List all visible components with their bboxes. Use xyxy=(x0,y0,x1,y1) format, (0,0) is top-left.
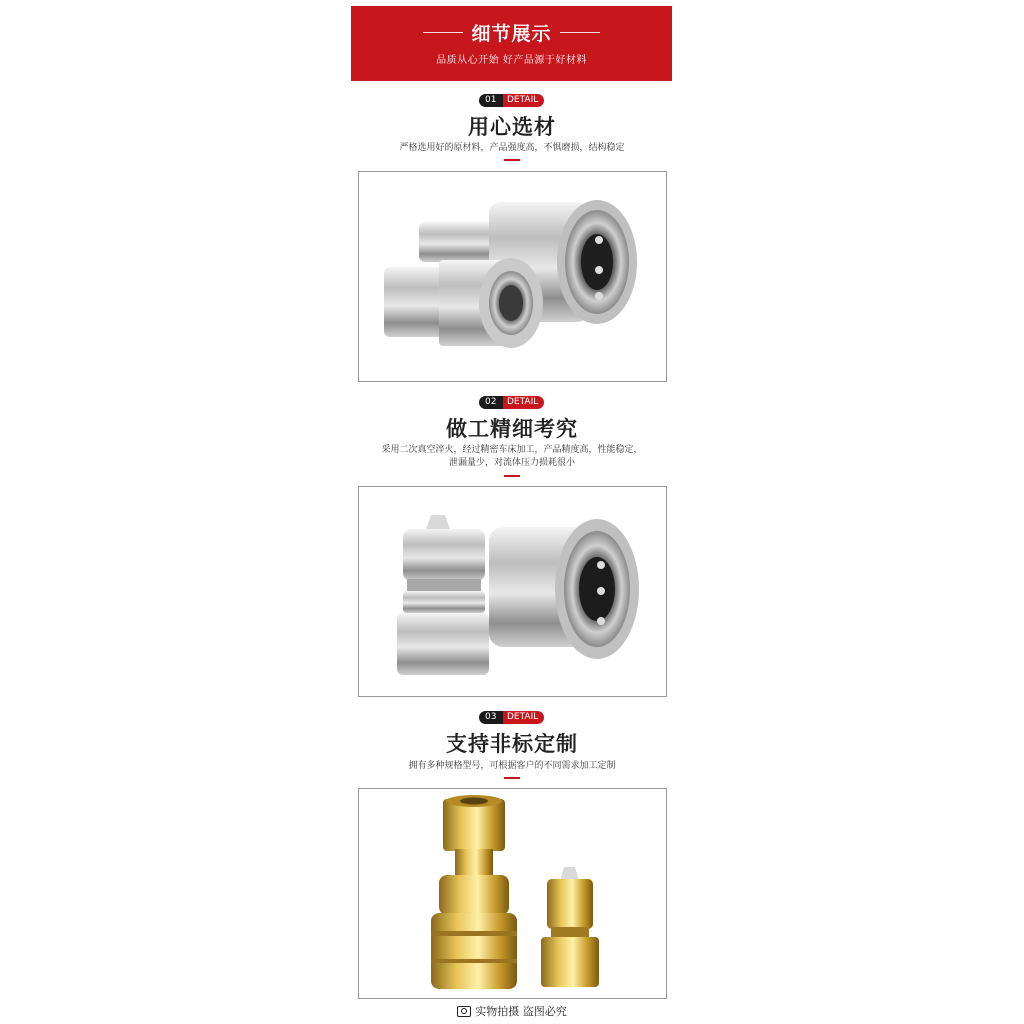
section-desc-2-line-2: 泄漏量少，对流体压力损耗很小 xyxy=(448,458,575,468)
section-badge-3 xyxy=(479,711,544,724)
banner-divider-right xyxy=(560,32,600,33)
badge-number: 01 xyxy=(479,94,503,107)
header-banner xyxy=(351,6,672,81)
banner-subtitle: 品质从心开始 好产品源于好材料 xyxy=(436,55,587,66)
product-photo-stainless-couplers xyxy=(358,171,667,382)
product-photo-coupler-pair xyxy=(358,486,667,697)
footer-note xyxy=(0,1003,1024,1019)
section-desc-2-line-1: 采用二次真空淬火，经过精密车床加工，产品精度高，性能稳定， xyxy=(381,445,643,455)
product-photo-brass-couplers xyxy=(358,788,667,999)
section-desc-1: 严格选用好的原材料，产品强度高，不惧磨损，结构稳定 xyxy=(399,143,625,153)
badge-number: 03 xyxy=(479,711,503,724)
brass-coupler-illustration xyxy=(359,789,667,999)
banner-divider-left xyxy=(423,32,463,33)
banner-title-row xyxy=(351,19,672,46)
badge-tag: DETAIL xyxy=(503,396,544,409)
coupler-pair-illustration xyxy=(359,487,667,697)
badge-tag: DETAIL xyxy=(503,711,544,724)
stainless-coupler-illustration xyxy=(359,172,667,382)
badge-number: 02 xyxy=(479,396,503,409)
section-title-1: 用心选材 xyxy=(468,115,556,139)
camera-icon xyxy=(457,1006,471,1017)
section-accent-bar-3 xyxy=(504,777,520,779)
banner-title: 细节展示 xyxy=(471,23,552,45)
section-badge-1 xyxy=(479,94,544,107)
badge-tag: DETAIL xyxy=(503,94,544,107)
section-title-2: 做工精细考究 xyxy=(446,417,578,441)
section-title-3: 支持非标定制 xyxy=(446,732,578,756)
section-badge-2 xyxy=(479,396,544,409)
section-accent-bar-1 xyxy=(504,159,520,161)
footer-label: 实物拍摄 盗图必究 xyxy=(475,1005,567,1018)
section-accent-bar-2 xyxy=(504,475,520,477)
section-desc-3: 拥有多种规格型号，可根据客户的不同需求加工定制 xyxy=(408,761,616,771)
